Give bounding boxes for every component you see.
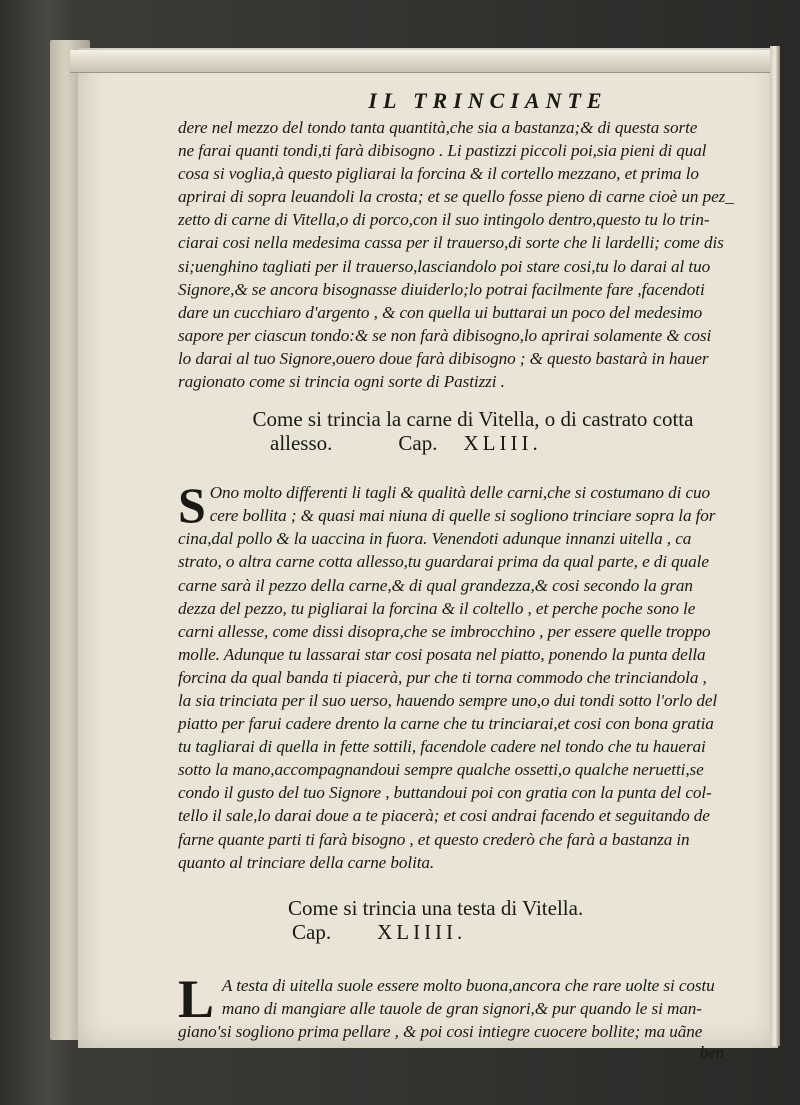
chapter-number: XLIIII. bbox=[377, 919, 467, 944]
text-line: dezza del pezzo, tu pigliarai la forcina & il coltello , et perche poche sono le bbox=[178, 598, 696, 618]
text-line: condo il gusto del tuo Signore , buttandoui poi con gratia con la punta del col- bbox=[178, 783, 712, 803]
text-line: sotto la mano,accompagnandoui sempre qualche ossetti,o qualche neruetti,se bbox=[178, 760, 704, 780]
drop-cap: S bbox=[178, 477, 206, 534]
text-line: farne quante parti ti farà bisogno , et questo crederò che farà a bastanza in bbox=[178, 829, 690, 849]
text-line: Signore,& se ancora bisognasse diuiderlo;lo potrai facilmente fare ,facendoti bbox=[178, 279, 705, 299]
text-line: la sia trinciata per il suo uerso, hauendo sempre uno,o dui tondi sotto l'orlo del bbox=[178, 690, 718, 710]
text-block bbox=[178, 88, 758, 1064]
text-line: aprirai di sopra leuandoli la crosta; et se quello fosse pieno di carne cioè un pez_ bbox=[178, 187, 734, 207]
chapter-cap-label: Cap. bbox=[292, 919, 332, 944]
text-line: ne farai quanti tondi,ti farà dibisogno . Li pastizzi piccoli poi,sia pieni di qual bbox=[178, 141, 707, 161]
text-line: giano'si sogliono prima pellare , & poi cosi intiegre cuocere bollite; ma uãne bbox=[178, 1021, 703, 1041]
drop-cap: L bbox=[178, 968, 214, 1029]
text-line: quanto al trinciare della carne bolita. bbox=[178, 852, 435, 872]
text-line: ragionato come si trincia ogni sorte di Pastizzi . bbox=[178, 372, 505, 392]
text-line: ciarai cosi nella medesima cassa per il trauerso,di sorte che li lardelli; come dis bbox=[178, 233, 724, 253]
text-line: cina,dal pollo & la uaccina in fuora. Venendoti adunque innanzi uitella , ca bbox=[178, 529, 692, 549]
text-line: molle. Adunque tu lassarai star cosi posata nel piatto, ponendo la punta della bbox=[178, 644, 706, 664]
paragraph-testa-vitella bbox=[178, 968, 758, 1064]
text-line: piatto per farui cadere drento la carne che tu trinciarai,et cosi con bona gratia bbox=[178, 714, 714, 734]
text-line: carni allesse, come dissi disopra,che se imbrocchino , per essere quelle troppo bbox=[178, 621, 711, 641]
paragraph-pastizzi bbox=[178, 116, 758, 393]
text-line: mano di mangiare alle tauole de gran signori,& pur quando le si man- bbox=[221, 998, 702, 1018]
text-line: lo darai al tuo Signore,ouero doue farà dibisogno ; & questo bastarà in hauer bbox=[178, 348, 709, 368]
chapter-number: XLIII. bbox=[463, 431, 542, 456]
text-line: forcina da qual banda ti piacerà, pur che ti torna commodo che trinciandola , bbox=[178, 667, 707, 687]
text-line: zetto di carne di Vitella,o di porco,con il suo intingolo dentro,questo tu lo trin- bbox=[178, 210, 710, 230]
text-line: cere bollita ; & quasi mai niuna di quelle si sogliono trinciare sopra la for bbox=[209, 506, 716, 526]
text-line: tu tagliarai di quella in fette sottili, facendole cadere nel tondo che tu hauerai bbox=[178, 737, 706, 757]
text-line: Ono molto differenti li tagli & qualità delle carni,che si costumano di cuo bbox=[209, 483, 710, 503]
page-right-edge bbox=[770, 46, 780, 1046]
chapter-cap-label: Cap. bbox=[398, 431, 438, 456]
chapter-heading-44 bbox=[178, 896, 758, 944]
text-line: carne sarà il pezzo della carne,& di qual grandezza,& cosi secondo la gran bbox=[178, 575, 693, 595]
text-line: dare un cucchiaro d'argento , & con quella ui buttarai un poco del medesimo bbox=[178, 302, 703, 322]
running-head: IL TRINCIANTE bbox=[368, 88, 608, 113]
chapter-title-line: Come si trincia la carne di Vitella, o di castrato cotta bbox=[252, 407, 694, 432]
text-line: A testa di uitella suole essere molto buona,ancora che rare uolte si costu bbox=[221, 975, 715, 995]
chapter-title-line-2 bbox=[288, 920, 758, 944]
chapter-title-word: allesso. bbox=[270, 431, 333, 456]
text-line: si;uenghino tagliati per il trauerso,lasciandolo poi stare cosi,tu lo darai al tuo bbox=[178, 256, 711, 276]
chapter-title-line: Come si trincia una testa di Vitella. bbox=[288, 895, 584, 920]
text-line: strato, o altra carne cotta allesso,tu guardarai prima da qual parte, e di quale bbox=[178, 552, 709, 572]
text-line: tello il sale,lo darai doue a te piacerà; et cosi andrai facendo et seguitando de bbox=[178, 806, 710, 826]
text-line: dere nel mezzo del tondo tanta quantità,che sia a bastanza;& di questa sorte bbox=[178, 118, 698, 137]
chapter-title-line-2 bbox=[188, 431, 758, 455]
chapter-heading-43 bbox=[178, 407, 758, 455]
text-line: sapore per ciascun tondo:& se non farà dibisogno,lo aprirai solamente & cosi bbox=[178, 325, 712, 345]
catchword: ben bbox=[699, 1043, 724, 1062]
paragraph-carne-bollita bbox=[178, 477, 758, 874]
text-line: cosa si voglia,à questo pigliarai la forcina & il cortello mezzano, et prima lo bbox=[178, 164, 699, 184]
page-top-edge bbox=[70, 50, 770, 73]
